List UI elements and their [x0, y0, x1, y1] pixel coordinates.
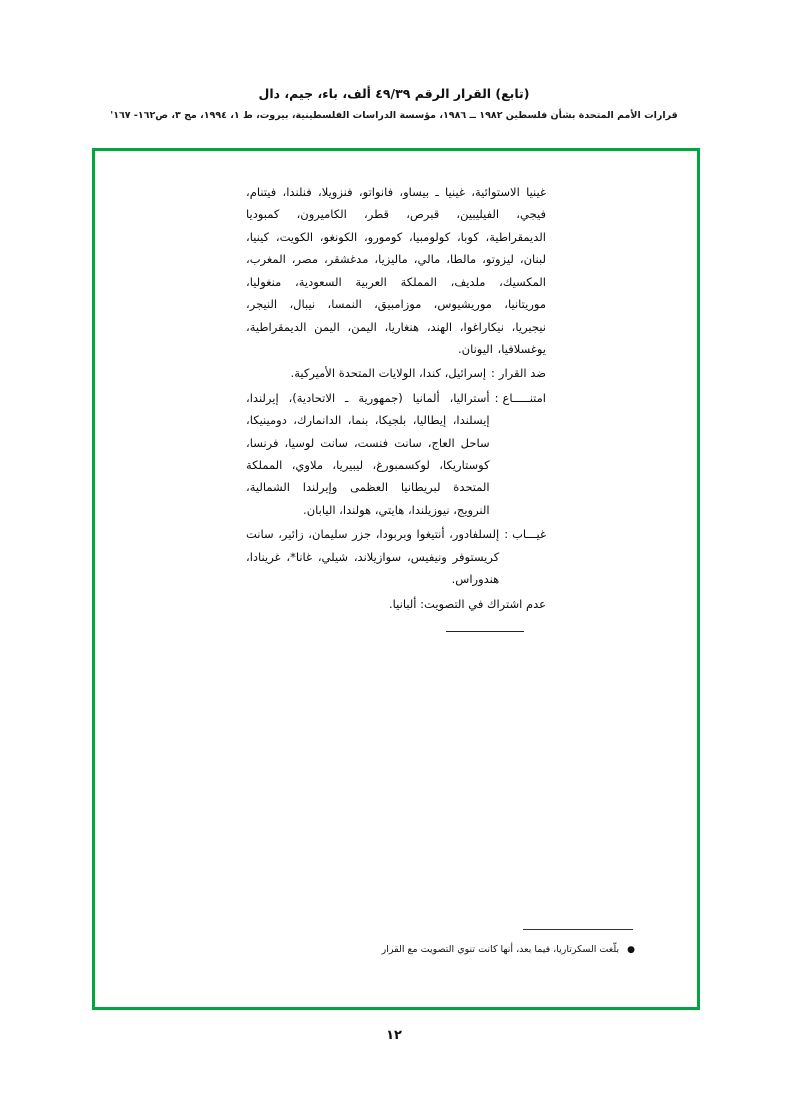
document-header [0, 86, 788, 121]
vote-colon-absent: : [504, 527, 509, 542]
vote-colon-against: : [491, 366, 495, 381]
vote-block-absent [246, 523, 546, 590]
page-title: (تابع) القرار الرقم ٤٩/٣٩ ألف، باء، جيم، دال [258, 86, 530, 101]
footnote-divider [523, 929, 633, 930]
source-citation: قرارات الأمم المتحدة بشأن فلسطين ١٩٨٢ ــ ١٩٨٦، مؤسسة الدراسات الفلسطينية، بيروت، ط ١، ١٩٩٤، مج ٣، ص١٦٢- ١٦٧' [110, 110, 678, 121]
vote-block-abstained [246, 387, 546, 522]
paragraph-countries-continued: غينيا الاستوائية، غينيا ـ بيساو، فانواتو، فنزويلا، فنلندا، فيتنام، فيجي، الفيليبين، قبرص، قطر، الكاميرون، كمبوديا الديمقراطية، كوبا، كولومبيا، كومورو، الكونغو، الكويت، كينيا، لبنان، ليزوتو، مالطا، مالي، ماليزيا، مدغشقر، مصر، المغرب، المكسيك، ملديف، المملكة العربية السعودية، منغوليا، موريتانيا، موريشيوس، موزامبيق، النمسا، نيبال، النيجر، نيجيريا، نيكاراغوا، الهند، هنغاريا، اليمن، اليمن الديمقراطية، يوغسلافيا، اليونان. [246, 185, 546, 356]
page-number: ١٢ [386, 1028, 402, 1043]
frame-inner [95, 151, 697, 1007]
footnote-item [129, 944, 663, 955]
vote-label-against: ضد القرار [498, 366, 546, 381]
bullet-icon: ● [627, 945, 635, 955]
vote-label-absent: غيـــاب [512, 527, 546, 542]
section-divider [446, 631, 524, 632]
footnote-text: بلّغت السكرتاريا، فيما بعد، أنها كانت تنوي التصويت مع القرار [381, 944, 620, 955]
vote-colon-abstained: : [494, 390, 499, 405]
vote-content-absent: إلسلفادور، أنتيغوا وبربودا، جزر سليمان، زائير، سانت كريستوفر ونيفيس، سوازيلاند، شيلي، غانا*، غرينادا، هندوراس. [246, 527, 500, 587]
vote-content-abstained: أستراليا، ألمانيا (جمهورية ـ الاتحادية)، إيرلندا، إيسلندا، إيطاليا، بلجيكا، بنما، الدانمارك، دومينيكا، ساحل العاج، سانت فنست، سانت لوسيا، فرنسا، كوستاريكا، لوكسمبورغ، ليبيريا، ملاوي، المملكة المتحدة لبريطانيا العظمى وإيرلندا الشمالية، النرويج، نيوزيلندا، هايتي، هولندا، اليابان. [246, 390, 490, 517]
vote-label-abstained: امتنـــــاع [502, 390, 546, 405]
vote-content-against: إسرائيل، كندا، الولايات المتحدة الأميركية. [290, 366, 487, 381]
green-content-frame [92, 148, 700, 1010]
text-column [246, 181, 546, 632]
non-participation-line: عدم اشتراك في التصويت: ألبانيا. [389, 596, 546, 611]
vote-block-against [246, 362, 546, 384]
footnote-area [129, 929, 663, 955]
